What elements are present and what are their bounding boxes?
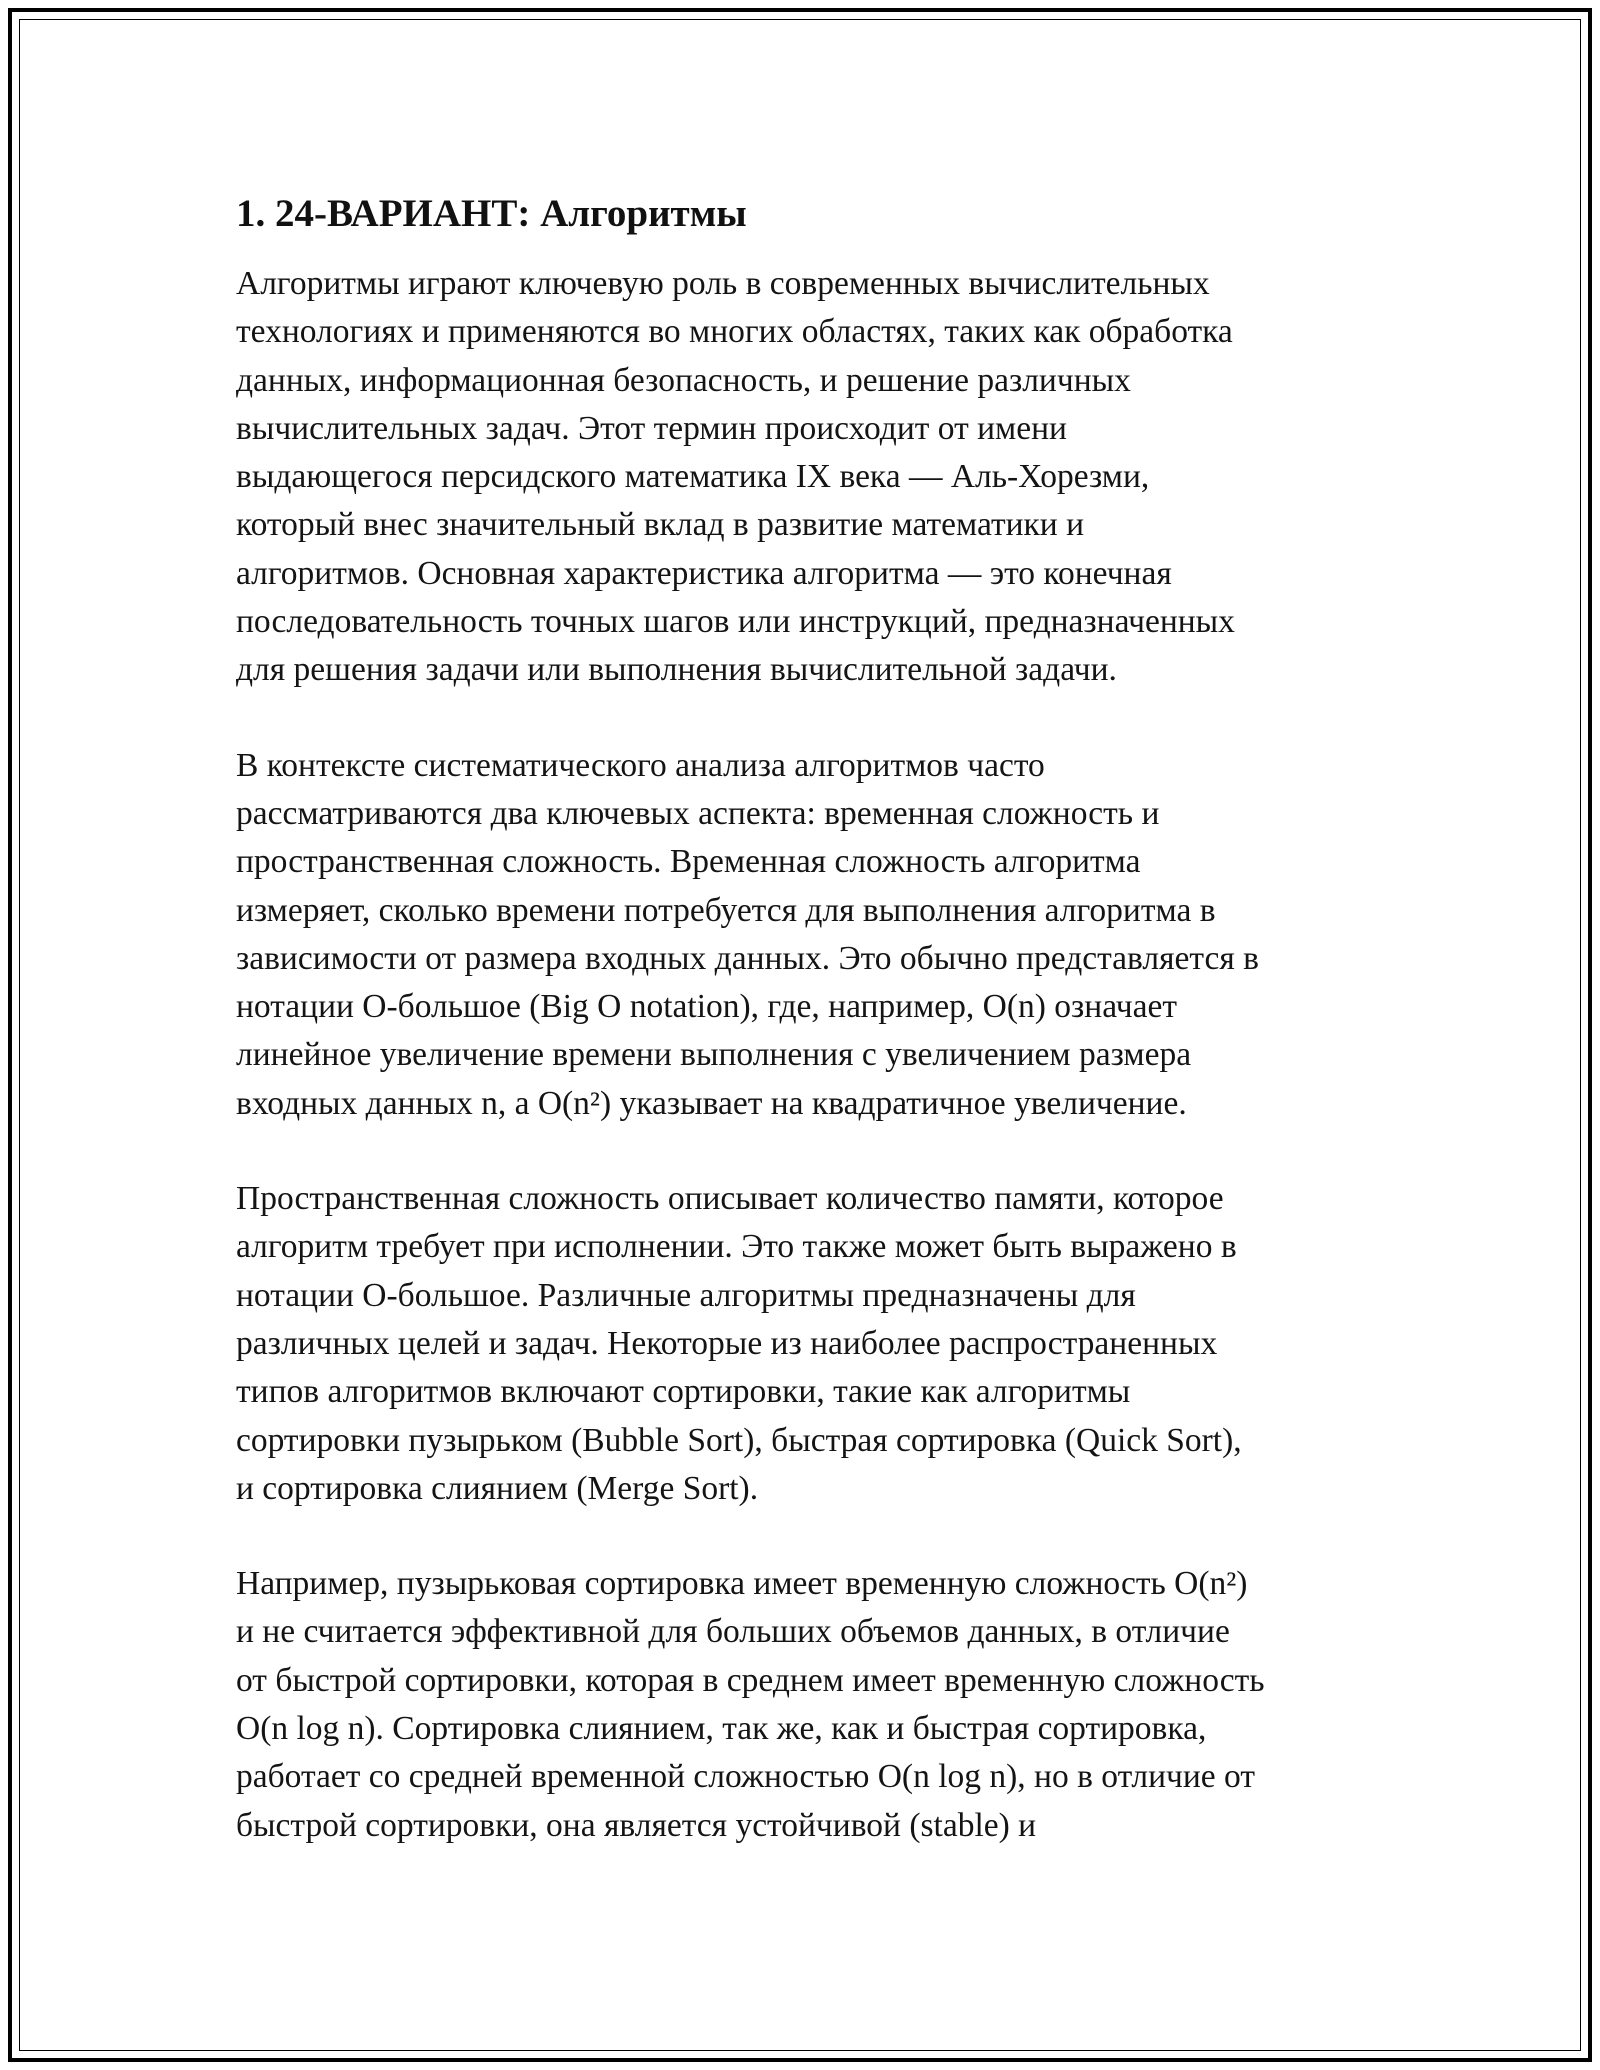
text-line: вычислительных задач. Этот термин происходит от имени xyxy=(236,409,1067,447)
text-line: зависимости от размера входных данных. Это обычно представляется в xyxy=(236,939,1259,977)
text-line: технологиях и применяются во многих областях, таких как обработка xyxy=(236,313,1233,351)
text-line: Пространственная сложность описывает количество памяти, которое xyxy=(236,1180,1224,1218)
text-line: и не считается эффективной для больших объемов данных, в отличие xyxy=(236,1613,1230,1651)
text-line: пространственная сложность. Временная сложность алгоритма xyxy=(236,843,1141,881)
text-line: быстрой сортировки, она является устойчивой (stable) и xyxy=(236,1806,1037,1844)
text-line: сортировки пузырьком (Bubble Sort), быстрая сортировка (Quick Sort), xyxy=(236,1421,1242,1459)
paragraph-2 xyxy=(236,742,1366,1128)
text-line: нотации O-большое (Big O notation), где, например, O(n) означает xyxy=(236,988,1177,1026)
text-line: алгоритм требует при исполнении. Это также может быть выражено в xyxy=(236,1228,1237,1266)
text-line: Например, пузырьковая сортировка имеет временную сложность O(n²) xyxy=(236,1565,1248,1603)
text-line: линейное увеличение времени выполнения с увеличением размера xyxy=(236,1036,1192,1074)
text-line: типов алгоритмов включают сортировки, такие как алгоритмы xyxy=(236,1373,1131,1411)
text-line: различных целей и задач. Некоторые из наиболее распространенных xyxy=(236,1324,1218,1362)
text-line: нотации O-большое. Различные алгоритмы предназначены для xyxy=(236,1276,1136,1314)
text-line: входных данных n, а O(n²) указывает на квадратичное увеличение. xyxy=(236,1084,1187,1122)
document-heading: 1. 24-ВАРИАНТ: Алгоритмы xyxy=(236,192,747,235)
text-line: измеряет, сколько времени потребуется для выполнения алгоритма в xyxy=(236,891,1216,929)
document-body xyxy=(236,190,1366,1897)
text-line: и сортировка слиянием (Merge Sort). xyxy=(236,1469,759,1507)
text-line: O(n log n). Сортировка слиянием, так же, как и быстрая сортировка, xyxy=(236,1710,1207,1748)
text-line: работает со средней временной сложностью O(n log n), но в отличие от xyxy=(236,1758,1256,1796)
text-line: Алгоритмы играют ключевую роль в современных вычислительных xyxy=(236,265,1210,302)
text-line: рассматриваются два ключевых аспекта: временная сложность и xyxy=(236,794,1160,832)
text-line: выдающегося персидского математика IX века — Аль-Хорезми, xyxy=(236,458,1150,496)
paragraph-3 xyxy=(236,1175,1366,1513)
text-line: который внес значительный вклад в развитие математики и xyxy=(236,506,1085,544)
paragraph-4 xyxy=(236,1560,1366,1850)
text-line: В контексте систематического анализа алгоритмов часто xyxy=(236,746,1045,784)
text-line: от быстрой сортировки, которая в среднем имеет временную сложность xyxy=(236,1661,1265,1699)
text-line: для решения задачи или выполнения вычислительной задачи. xyxy=(236,651,1117,689)
text-line: данных, информационная безопасность, и решение различных xyxy=(236,361,1131,399)
text-line: алгоритмов. Основная характеристика алгоритма — это конечная xyxy=(236,554,1172,592)
text-line: последовательность точных шагов или инструкций, предназначенных xyxy=(236,603,1235,641)
paragraph-1 xyxy=(236,260,1366,695)
